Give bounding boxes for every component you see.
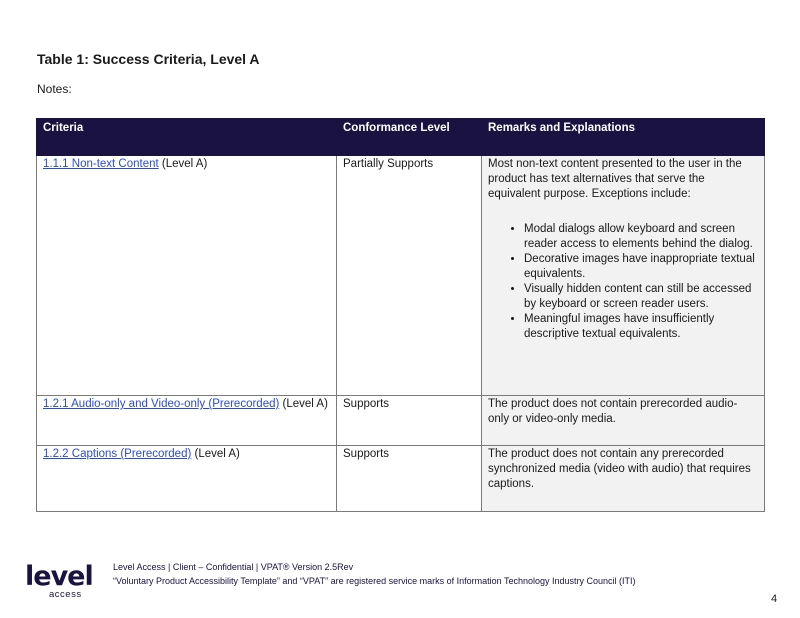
remarks-cell: The product does not contain prerecorded audio-only or video-only media. bbox=[482, 396, 765, 446]
header-remarks: Remarks and Explanations bbox=[482, 119, 765, 156]
criteria-level: (Level A) bbox=[279, 398, 328, 410]
footer-line-2: “Voluntary Product Accessibility Template” and “VPAT” are registered service marks of Information Technology Industry Council (ITI) bbox=[113, 576, 636, 586]
criteria-level: (Level A) bbox=[191, 448, 240, 460]
level-access-logo bbox=[25, 563, 93, 601]
exceptions-list bbox=[488, 222, 758, 342]
page-number: 4 bbox=[771, 593, 778, 605]
logo-subtext: access bbox=[49, 589, 82, 600]
logo-wordmark: level bbox=[25, 561, 93, 592]
list-item: • Modal dialogs allow keyboard and screen reader access to elements behind the dialog. bbox=[524, 222, 758, 252]
criteria-level: (Level A) bbox=[158, 158, 208, 170]
table-row bbox=[37, 446, 765, 512]
table-header-row bbox=[37, 119, 765, 156]
conformance-cell: Supports bbox=[337, 396, 482, 446]
remarks-cell bbox=[482, 156, 765, 396]
footer-line-1: Level Access | Client – Confidential | VPAT® Version 2.5Rev bbox=[113, 562, 354, 572]
conformance-cell: Partially Supports bbox=[337, 156, 482, 396]
list-item: • Decorative images have inappropriate textual equivalents. bbox=[524, 252, 758, 282]
criteria-link[interactable]: 1.2.1 Audio-only and Video-only (Prerecorded) bbox=[43, 398, 280, 410]
table-row bbox=[37, 156, 765, 396]
header-conformance-level: Conformance Level bbox=[337, 119, 482, 156]
header-criteria: Criteria bbox=[37, 119, 337, 156]
notes-label: Notes: bbox=[37, 82, 72, 96]
conformance-cell: Supports bbox=[337, 446, 482, 512]
table-row bbox=[37, 396, 765, 446]
criteria-link[interactable]: 1.2.2 Captions (Prerecorded) bbox=[43, 448, 192, 460]
criteria-link[interactable]: 1.1.1 Non-text Content bbox=[43, 158, 159, 170]
criteria-cell bbox=[37, 156, 337, 396]
remarks-text: Most non-text content presented to the user in the product has text alternatives that serve the equivalent purpose. Exceptions include: bbox=[488, 158, 742, 200]
list-item: • Meaningful images have insufficiently descriptive textual equivalents. bbox=[524, 312, 758, 342]
footer bbox=[113, 560, 636, 588]
remarks-cell: The product does not contain any prerecorded synchronized media (video with audio) that requires captions. bbox=[482, 446, 765, 512]
criteria-cell bbox=[37, 396, 337, 446]
table-title: Table 1: Success Criteria, Level A bbox=[37, 51, 260, 67]
list-item: • Visually hidden content can still be accessed by keyboard or screen reader users. bbox=[524, 282, 758, 312]
success-criteria-table bbox=[36, 118, 765, 512]
criteria-cell bbox=[37, 446, 337, 512]
